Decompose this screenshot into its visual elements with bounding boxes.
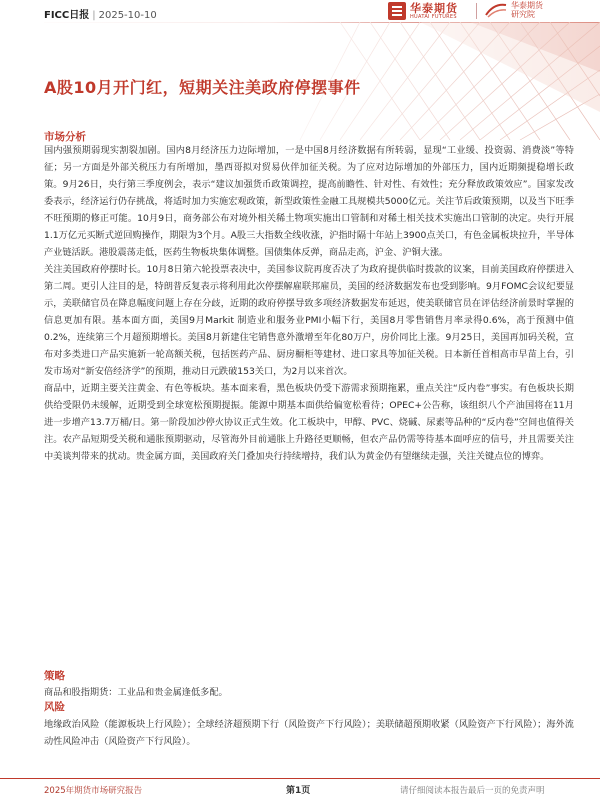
market-analysis-heading: 市场分析 — [44, 131, 86, 143]
market-analysis-body — [44, 142, 574, 465]
huatai-logo-icon — [388, 2, 406, 20]
footer-report-series: 2025年期货市场研究报告 — [44, 786, 143, 796]
research-logo-line1: 华泰期货 — [511, 1, 543, 10]
paragraph-commodities: 商品中，近期主要关注黄金、有色等板块。基本面来看，黑色板块仍受下游需求预期拖累，重点关注“反内卷”事实。有色板块长期供给受限仍未缓解，近期受到全球宽松预期提振。能源中期基本面供给偏宽松看待；OPEC+公告称，该组织八个产油国将在11月进一步增产13.7万桶/日。第一阶段加沙停火协议正式生效。化工板块中，甲醇、PVC、烧碱、尿素等品种的“反内卷”空间也值得关注。农产品短期受关税和通胀预期驱动，尽管海外目前通胀上升路径更顺畅，但农产品仍需等待基本面呼应的信号，并且需要关注中美谈判带来的扰动。贵金属方面，美国政府关门叠加央行持续增持，我们认为黄金仍有望继续走强，关注关键点位的博弈。 — [44, 383, 574, 462]
research-institute-logo — [484, 1, 543, 19]
logo-divider — [476, 3, 477, 19]
strategy-heading: 策略 — [44, 670, 65, 682]
research-logo-line2: 研究院 — [511, 10, 535, 20]
research-logo-icon — [484, 1, 508, 19]
logo-name-en: HUATAI FUTURES — [410, 13, 457, 20]
paragraph-domestic: 国内强预期弱现实割裂加剧。国内8月经济压力边际增加，一是中国8月经济数据有所转弱，显现“工业缓、投资弱、消费淡”等特征；另一方面是外部关税压力有所增加，墨西哥拟对贸易伙伴加征关税。为了应对边际增加的外部压力，国内近期频提稳增长政策。9月26日，央行第三季度例会，表示“建议加强货币政策调控，提高前瞻性、针对性、有效性；充分释放政策效应”。国家发改委表示，经济运行仍存挑战，将适时加力实施宏观政策，新型政策性金融工具规模共5000亿元。关注节后政策预期，以及当下旺季不旺预期的修正可能。10月9日，商务部公布对境外相关稀土物项实施出口管制和对稀土相关技术实施出口管制的决定。央行开展1.1万亿元买断式逆回购操作，期限为3个月。A股三大指数全线收涨，沪指时隔十年站上3900点关口，有色金属板块拉升，半导体产业链活跃。港股震荡走低，医药生物板块集体调整。国债集体反弹，商品走高，沪金、沪铜大涨。 — [44, 145, 574, 258]
logo-name-cn: 华泰期货 — [410, 1, 458, 15]
report-brand: FICC日报 — [44, 10, 90, 21]
huatai-futures-logo — [388, 2, 458, 20]
report-title: A股10月开门红，短期关注美政府停摆事件 — [44, 78, 361, 97]
disclaimer-note: 请仔细阅读本报告最后一页的免责声明 — [400, 786, 545, 796]
footer-rule — [0, 778, 600, 779]
risk-heading: 风险 — [44, 701, 65, 713]
risk-text: 地缘政治风险（能源板块上行风险）；全球经济超预期下行（风险资产下行风险）；美联储超预期收紧（风险资产下行风险）；海外流动性风险冲击（风险资产下行风险）。 — [44, 719, 574, 747]
header-report-info — [44, 6, 157, 21]
page-number: 第1页 — [286, 786, 311, 796]
header-separator: | — [92, 10, 96, 21]
strategy-text: 商品和股指期货：工业品和贵金属逢低多配。 — [44, 687, 228, 698]
report-date: 2025-10-10 — [98, 10, 157, 21]
page-footer — [0, 778, 600, 800]
paragraph-us-shutdown: 关注美国政府停摆时长。10月8日第六轮投票表决中，美国参议院再度否决了为政府提供临时拨款的议案，目前美国政府停摆进入第二周。更引人注目的是，特朗普反复表示将利用此次停摆解雇联邦雇员，美国的经济数据发布也受到影响。9月FOMC会议纪要显示，美联储官员在降息幅度问题上存在分歧，近期的政府停摆导致多项经济数据发布延迟，使美联储官员在评估经济前景时掌握的信息更加有限。基本面方面，美国9月Markit 制造业和服务业PMI小幅下行，美国8月零售销售月率录得0.6%，高于预测中值0.2%，连续第三个月超预期增长。美国8月新建住宅销售意外激增至年化80万户，房价同比上涨。9月25日，美国再加码关税，宣布对多类进口产品实施新一轮高额关税，包括医药产品、厨房橱柜等建材、进口家具等加征关税。日本新任首相高市早苗上台，引发市场对“新安倍经济学”的预期，推动日元跌破153关口，为2月以来首次。 — [44, 264, 574, 377]
